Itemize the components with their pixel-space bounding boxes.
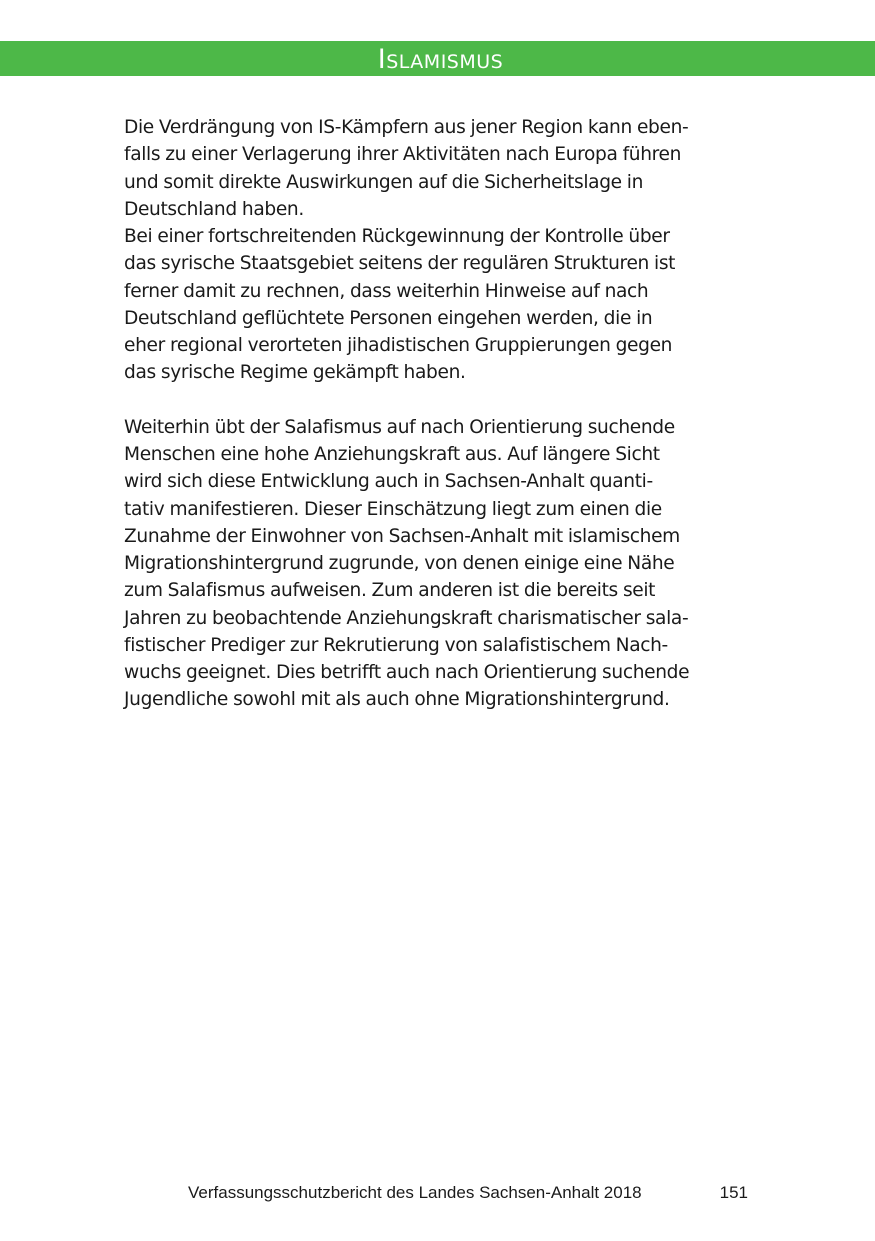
paragraph-3 [124,414,754,714]
paragraph-2 [124,223,754,387]
text-line: Menschen eine hohe Anziehungskraft aus. Auf längere Sicht [124,444,660,465]
text-line: Migrationshintergrund zugrunde, von denen einige eine Nähe [124,553,675,574]
text-line: fistischer Prediger zur Rekrutierung von salafistischem Nach- [124,634,668,656]
text-line: Weiterhin übt der Salafismus auf nach Orientierung suchende [124,416,675,438]
text-line: zum Salafismus aufweisen. Zum anderen ist die bereits seit [124,580,656,602]
text-line: Bei einer fortschreitenden Rückgewinnung der Kontrolle über [124,226,670,247]
text-line: ferner damit zu rechnen, dass weiterhin Hinweise auf nach [124,280,649,302]
page-number: 151 [719,1183,748,1202]
text-line: wird sich diese Entwicklung auch in Sachsen-Anhalt quanti- [124,471,653,493]
text-line: Die Verdrängung von IS-Kämpfern aus jener Region kann eben- [124,117,689,138]
text-line: und somit direkte Auswirkungen auf die Sicherheitslage in [124,171,644,193]
text-line: Deutschland haben. [124,198,304,220]
text-line: Deutschland geflüchtete Personen eingehen werden, die in [124,307,653,329]
text-line: Zunahme der Einwohner von Sachsen-Anhalt mit islamischem [124,525,680,547]
footer-publication-title: Verfassungsschutzbericht des Landes Sachsen-Anhalt 2018 [188,1183,642,1202]
paragraph-1 [124,114,754,223]
text-line: tativ manifestieren. Dieser Einschätzung liegt zum einen die [124,498,662,520]
body-text [124,114,754,714]
text-line: wuchs geeignet. Dies betrifft auch nach Orientierung suchende [124,662,690,683]
section-header-bar [0,41,875,76]
text-line: falls zu einer Verlagerung ihrer Aktivitäten nach Europa führen [124,144,682,166]
text-line: das syrische Staatsgebiet seitens der regulären Strukturen ist [124,253,676,275]
section-title: Islamismus [377,44,504,75]
text-line: Jugendliche sowohl mit als auch ohne Migrationshintergrund. [124,689,670,711]
page-footer [188,1181,748,1205]
text-line: Jahren zu beobachtende Anziehungskraft charismatischer sala- [124,607,689,629]
text-line: das syrische Regime gekämpft haben. [124,362,466,384]
paragraph-gap [124,387,754,414]
text-line: eher regional verorteten jihadistischen Gruppierungen gegen [124,335,673,356]
